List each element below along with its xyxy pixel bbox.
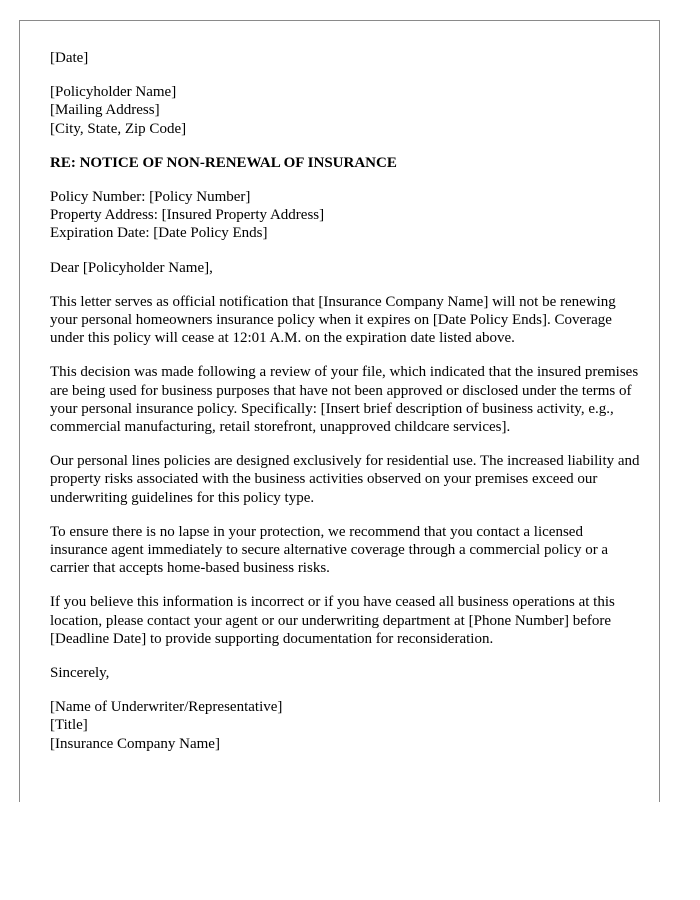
salutation: Dear [Policyholder Name], (50, 259, 213, 276)
recipient-address-block (50, 83, 642, 138)
signer-company: [Insurance Company Name] (50, 735, 220, 752)
paragraph-reconsideration: If you believe this information is incorrect or if you have ceased all business operations at this location, please contact your agent or our underwriting department at [Phone Number] before [Deadline Date] to provide supporting documentation for reconsideration. (50, 594, 615, 647)
property-address: Property Address: [Insured Property Address] (50, 207, 325, 224)
letter-date: [Date] (50, 50, 89, 66)
recipient-name: [Policyholder Name] (50, 84, 177, 101)
paragraph-notification: This letter serves as official notification that [Insurance Company Name] will not be renewing your personal homeowners insurance policy when it expires on [Date Policy Ends]. Coverage under this policy will cease at 12:01 A.M. on the expiration date listed above. (50, 293, 616, 347)
signature-block (50, 698, 642, 753)
paragraph-policy-scope: Our personal lines policies are designed exclusively for residential use. The increased liability and property risks associated with the business activities observed on your premises exceed our underwriting guidelines for this policy type. (50, 453, 640, 506)
recipient-city-state-zip: [City, State, Zip Code] (50, 120, 187, 137)
policy-number: Policy Number: [Policy Number] (50, 189, 251, 206)
letter-page (19, 20, 660, 802)
policy-info-block (50, 188, 642, 243)
subject-line: RE: NOTICE OF NON-RENEWAL OF INSURANCE (50, 154, 397, 171)
letter-body (50, 49, 642, 769)
recipient-mailing-address: [Mailing Address] (50, 102, 160, 119)
signer-name: [Name of Underwriter/Representative] (50, 699, 283, 716)
paragraph-recommendation: To ensure there is no lapse in your protection, we recommend that you contact a licensed insurance agent immediately to secure alternative coverage through a commercial policy or a carrier that accepts home-based business risks. (50, 523, 609, 577)
date-block (50, 49, 642, 67)
expiration-date: Expiration Date: [Date Policy Ends] (50, 225, 268, 242)
paragraph-reason: This decision was made following a review of your file, which indicated that the insured premises are being used for business purposes that have not been approved or disclosed under the terms of your personal insurance policy. Specifically: [Insert brief description of business activity, e.g., commercial manufacturing, retail storefront, unapproved childcare services]. (50, 364, 639, 436)
closing: Sincerely, (50, 665, 110, 682)
signer-title: [Title] (50, 717, 88, 734)
